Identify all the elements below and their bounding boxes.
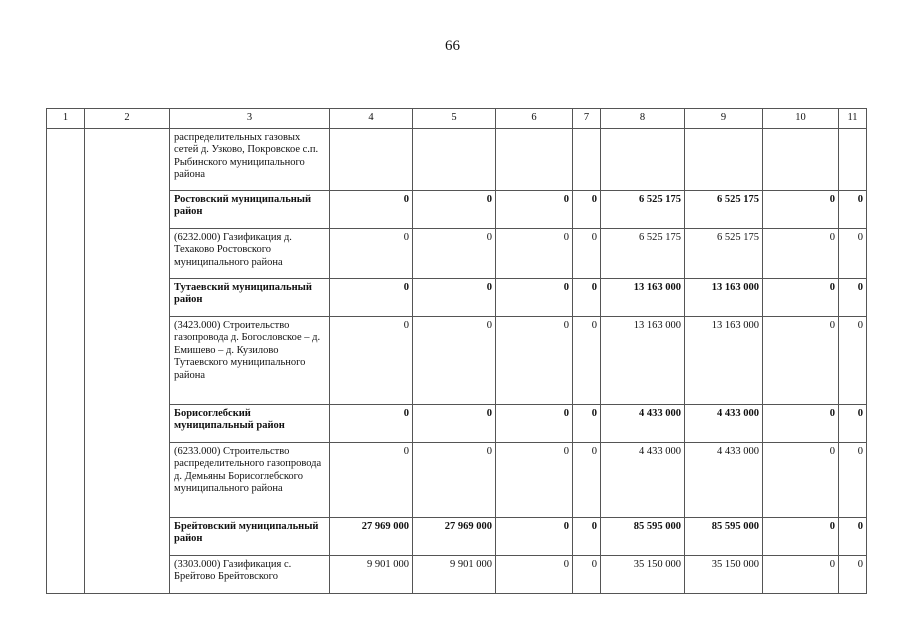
object-name-cell: (3423.000) Строительство газопровода д. Богословское – д. Емишево – д. Кузилово Тутаевского муниципального района bbox=[170, 316, 330, 404]
column-header: 3 bbox=[170, 109, 330, 129]
row-number-cell bbox=[47, 278, 85, 316]
district-total-row bbox=[47, 190, 867, 228]
amount-cell: 0 bbox=[839, 228, 867, 278]
project-row bbox=[47, 128, 867, 190]
column-header: 2 bbox=[85, 109, 170, 129]
amount-cell: 27 969 000 bbox=[330, 517, 413, 555]
row-code-cell bbox=[85, 404, 170, 442]
amount-cell: 0 bbox=[330, 228, 413, 278]
amount-cell: 0 bbox=[763, 228, 839, 278]
amount-cell bbox=[496, 128, 573, 190]
column-header: 4 bbox=[330, 109, 413, 129]
project-row bbox=[47, 442, 867, 517]
amount-cell: 0 bbox=[496, 278, 573, 316]
amount-cell: 13 163 000 bbox=[601, 316, 685, 404]
amount-cell: 85 595 000 bbox=[685, 517, 763, 555]
object-name-cell: (3303.000) Газификация с. Брейтово Брейтовского bbox=[170, 555, 330, 593]
table-body bbox=[47, 109, 867, 594]
column-header: 8 bbox=[601, 109, 685, 129]
amount-cell: 0 bbox=[573, 555, 601, 593]
amount-cell: 0 bbox=[839, 517, 867, 555]
amount-cell: 0 bbox=[413, 404, 496, 442]
amount-cell: 4 433 000 bbox=[685, 442, 763, 517]
amount-cell: 0 bbox=[763, 517, 839, 555]
project-row bbox=[47, 228, 867, 278]
amount-cell: 0 bbox=[496, 555, 573, 593]
amount-cell bbox=[839, 128, 867, 190]
row-code-cell bbox=[85, 228, 170, 278]
amount-cell bbox=[413, 128, 496, 190]
amount-cell: 0 bbox=[763, 555, 839, 593]
object-name-cell: (6232.000) Газификация д. Техаково Ростовского муниципального района bbox=[170, 228, 330, 278]
amount-cell: 0 bbox=[573, 517, 601, 555]
amount-cell: 0 bbox=[413, 190, 496, 228]
row-code-cell bbox=[85, 278, 170, 316]
amount-cell: 0 bbox=[413, 228, 496, 278]
amount-cell: 4 433 000 bbox=[685, 404, 763, 442]
amount-cell bbox=[330, 128, 413, 190]
row-number-cell bbox=[47, 316, 85, 404]
page-number: 66 bbox=[445, 38, 460, 54]
amount-cell: 0 bbox=[573, 404, 601, 442]
amount-cell bbox=[601, 128, 685, 190]
amount-cell: 0 bbox=[496, 316, 573, 404]
amount-cell bbox=[573, 128, 601, 190]
amount-cell: 9 901 000 bbox=[330, 555, 413, 593]
amount-cell: 35 150 000 bbox=[685, 555, 763, 593]
amount-cell: 6 525 175 bbox=[685, 190, 763, 228]
amount-cell: 6 525 175 bbox=[601, 190, 685, 228]
column-header: 5 bbox=[413, 109, 496, 129]
amount-cell: 0 bbox=[839, 316, 867, 404]
amount-cell: 35 150 000 bbox=[601, 555, 685, 593]
amount-cell: 0 bbox=[839, 404, 867, 442]
row-number-cell bbox=[47, 128, 85, 190]
district-total-row bbox=[47, 278, 867, 316]
amount-cell: 0 bbox=[573, 190, 601, 228]
column-header: 9 bbox=[685, 109, 763, 129]
amount-cell: 0 bbox=[496, 404, 573, 442]
amount-cell: 6 525 175 bbox=[685, 228, 763, 278]
amount-cell: 0 bbox=[413, 442, 496, 517]
amount-cell bbox=[685, 128, 763, 190]
object-name-cell: Борисоглебский муниципальный район bbox=[170, 404, 330, 442]
row-code-cell bbox=[85, 555, 170, 593]
amount-cell: 4 433 000 bbox=[601, 404, 685, 442]
amount-cell: 0 bbox=[330, 316, 413, 404]
amount-cell: 0 bbox=[763, 442, 839, 517]
amount-cell: 0 bbox=[839, 190, 867, 228]
budget-table bbox=[46, 108, 867, 594]
amount-cell: 0 bbox=[496, 228, 573, 278]
row-number-cell bbox=[47, 404, 85, 442]
amount-cell: 0 bbox=[763, 190, 839, 228]
column-header: 11 bbox=[839, 109, 867, 129]
amount-cell: 13 163 000 bbox=[601, 278, 685, 316]
object-name-cell: Брейтовский муниципальный район bbox=[170, 517, 330, 555]
amount-cell: 85 595 000 bbox=[601, 517, 685, 555]
amount-cell: 0 bbox=[330, 442, 413, 517]
amount-cell: 0 bbox=[496, 442, 573, 517]
amount-cell: 9 901 000 bbox=[413, 555, 496, 593]
amount-cell: 0 bbox=[839, 442, 867, 517]
amount-cell: 0 bbox=[330, 404, 413, 442]
amount-cell: 0 bbox=[763, 316, 839, 404]
row-code-cell bbox=[85, 316, 170, 404]
amount-cell: 0 bbox=[839, 555, 867, 593]
row-code-cell bbox=[85, 517, 170, 555]
row-number-cell bbox=[47, 228, 85, 278]
project-row bbox=[47, 316, 867, 404]
amount-cell: 0 bbox=[763, 404, 839, 442]
object-name-cell: Ростовский муниципальный район bbox=[170, 190, 330, 228]
column-header: 6 bbox=[496, 109, 573, 129]
amount-cell: 4 433 000 bbox=[601, 442, 685, 517]
row-number-cell bbox=[47, 555, 85, 593]
column-number-row bbox=[47, 109, 867, 129]
amount-cell: 13 163 000 bbox=[685, 316, 763, 404]
row-number-cell bbox=[47, 442, 85, 517]
row-number-cell bbox=[47, 517, 85, 555]
row-code-cell bbox=[85, 442, 170, 517]
amount-cell: 0 bbox=[573, 442, 601, 517]
amount-cell: 0 bbox=[496, 517, 573, 555]
amount-cell bbox=[763, 128, 839, 190]
amount-cell: 6 525 175 bbox=[601, 228, 685, 278]
district-total-row bbox=[47, 404, 867, 442]
object-name-cell: (6233.000) Строительство распределительного газопровода д. Демьяны Борисоглебского муниципального района bbox=[170, 442, 330, 517]
project-row bbox=[47, 555, 867, 593]
amount-cell: 27 969 000 bbox=[413, 517, 496, 555]
amount-cell: 0 bbox=[413, 278, 496, 316]
amount-cell: 0 bbox=[839, 278, 867, 316]
amount-cell: 0 bbox=[763, 278, 839, 316]
amount-cell: 13 163 000 bbox=[685, 278, 763, 316]
amount-cell: 0 bbox=[496, 190, 573, 228]
amount-cell: 0 bbox=[413, 316, 496, 404]
object-name-cell: распределительных газовых сетей д. Узково, Покровское с.п. Рыбинского муниципального района bbox=[170, 128, 330, 190]
amount-cell: 0 bbox=[573, 278, 601, 316]
amount-cell: 0 bbox=[330, 278, 413, 316]
column-header: 10 bbox=[763, 109, 839, 129]
amount-cell: 0 bbox=[573, 228, 601, 278]
row-code-cell bbox=[85, 190, 170, 228]
row-number-cell bbox=[47, 190, 85, 228]
column-header: 1 bbox=[47, 109, 85, 129]
row-code-cell bbox=[85, 128, 170, 190]
amount-cell: 0 bbox=[573, 316, 601, 404]
object-name-cell: Тутаевский муниципальный район bbox=[170, 278, 330, 316]
amount-cell: 0 bbox=[330, 190, 413, 228]
district-total-row bbox=[47, 517, 867, 555]
column-header: 7 bbox=[573, 109, 601, 129]
